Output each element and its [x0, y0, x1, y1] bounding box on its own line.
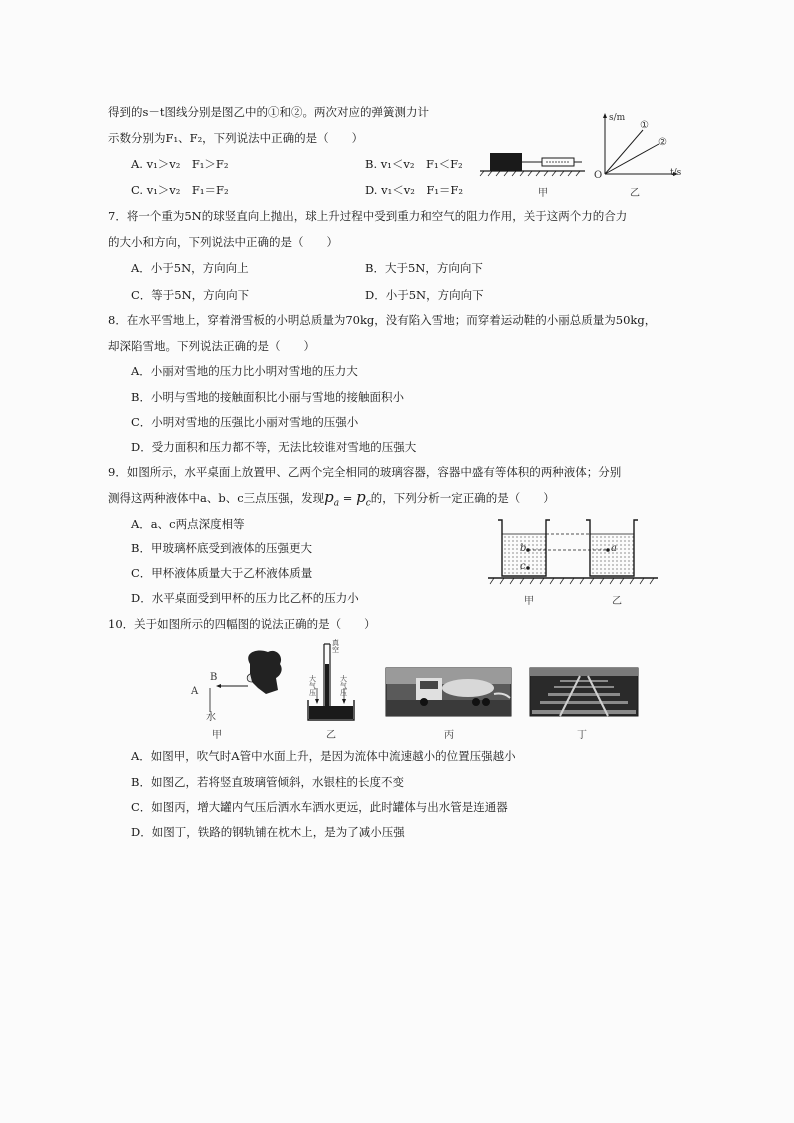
q8-text-line2: 却深陷雪地。下列说法正确的是（ ） — [108, 339, 315, 353]
q10-jia-label-a: A — [191, 686, 199, 697]
q8-option-a: A．小丽对雪地的压力比小明对雪地的压力大 — [131, 364, 358, 378]
q10-option-c: C．如图丙，增大罐内气压后洒水车洒水更远，此时罐体与出水管是连通器 — [131, 800, 508, 814]
q7-option-a: A．小于5N，方向向上 — [131, 261, 249, 275]
q8-option-c: C．小明对雪地的压强比小丽对雪地的压强小 — [131, 415, 359, 429]
q8-option-b: B．小明与雪地的接触面积比小丽与雪地的接触面积小 — [131, 390, 404, 404]
q9-text-line2: 测得这两种液体中a、b、c三点压强，发现$p_a = p_c$的，下列分析一定正确的是（ ） — [108, 488, 555, 509]
q10-figure-ding-railway-photo — [530, 668, 638, 716]
q10-yi-label-atm-left: 大气压 — [309, 675, 316, 697]
q10-figure-ding-caption: 丁 — [577, 730, 587, 741]
q6-figure-yi-caption: 乙 — [630, 188, 640, 199]
q7-option-c: C．等于5N，方向向下 — [131, 288, 250, 302]
q9-option-a: A．a、c两点深度相等 — [131, 517, 245, 531]
q7-text-line2: 的大小和方向，下列说法中正确的是（ ） — [108, 235, 338, 249]
q10-figure-jia-blowing — [188, 646, 288, 716]
q10-option-b: B．如图乙，若将竖直玻璃管倾斜，水银柱的长度不变 — [131, 775, 404, 789]
q10-figure-jia-caption: 甲 — [212, 730, 222, 741]
q6-graph-line1-label: ① — [640, 120, 649, 131]
q9-point-c-label: c — [520, 561, 526, 572]
q10-figure-bing-truck-photo — [386, 668, 511, 716]
q6-graph-xlabel: t/s — [670, 168, 682, 178]
q9-point-b-label: b — [520, 543, 527, 554]
q6-graph-origin: O — [594, 170, 603, 181]
q9-point-a-label: a — [611, 543, 617, 554]
q6-option-d: D. v₁＜v₂ F₁＝F₂ — [365, 183, 464, 197]
q9-figure-yi-caption: 乙 — [612, 596, 622, 607]
q6-text-line1: 得到的s－t图线分别是图乙中的①和②。两次对应的弹簧测力计 — [108, 105, 430, 119]
q6-figure-jia-caption: 甲 — [538, 188, 548, 199]
q6-line-2 — [605, 144, 659, 174]
q6-graph-ylabel: s/m — [609, 113, 626, 123]
q9-option-c: C．甲杯液体质量大于乙杯液体质量 — [131, 566, 313, 580]
q8-text-line1: 8．在水平雪地上，穿着滑雪板的小明总质量为70kg，没有陷入雪地；而穿着运动鞋的小丽总质量为50kg， — [108, 313, 657, 327]
q10-figure-yi-caption: 乙 — [326, 730, 336, 741]
q10-yi-label-vacuum: 真空 — [332, 639, 339, 654]
q9-text-line1: 9．如图所示，水平桌面上放置甲、乙两个完全相同的玻璃容器，容器中盛有等体积的两种液体；分别 — [108, 465, 622, 479]
q10-text-line1: 10．关于如图所示的四幅图的说法正确的是（ ） — [108, 617, 376, 631]
q8-option-d: D．受力面积和压力都不等，无法比较谁对雪地的压强大 — [131, 440, 417, 454]
q10-jia-label-water: 水 — [206, 712, 216, 723]
q10-figure-bing-caption: 丙 — [444, 730, 454, 741]
q9-option-b: B．甲玻璃杯底受到液体的压强更大 — [131, 541, 312, 555]
q6-line-1 — [605, 130, 643, 174]
q7-text-line1: 7．将一个重为5N的球竖直向上抛出，球上升过程中受到重力和空气的阻力作用，关于这两个力的合力 — [108, 209, 628, 223]
q10-option-d: D．如图丁，铁路的钢轨铺在枕木上，是为了减小压强 — [131, 825, 405, 839]
q9-option-d: D．水平桌面受到甲杯的压力比乙杯的压力小 — [131, 591, 359, 605]
q9-figure-jia-caption: 甲 — [524, 596, 534, 607]
q10-option-a: A．如图甲，吹气时A管中水面上升，是因为流体中流速越小的位置压强越小 — [131, 749, 516, 763]
q10-jia-label-b: B — [210, 672, 218, 683]
q6-option-a: A. v₁＞v₂ F₁＞F₂ — [131, 157, 229, 171]
q9-beakers-figure — [488, 512, 668, 596]
q6-option-c: C. v₁＞v₂ F₁＝F₂ — [131, 183, 229, 197]
q7-option-d: D．小于5N，方向向下 — [365, 288, 484, 302]
q6-graph-line2-label: ② — [658, 137, 667, 148]
q10-yi-label-atm-right: 大气压 — [340, 675, 347, 697]
q7-option-b: B．大于5N，方向向下 — [365, 261, 483, 275]
q6-figure-block-spring — [480, 140, 590, 190]
q6-text-line2: 示数分别为F₁、F₂，下列说法中正确的是（ ） — [108, 131, 364, 145]
q6-option-b: B. v₁＜v₂ F₁＜F₂ — [365, 157, 463, 171]
